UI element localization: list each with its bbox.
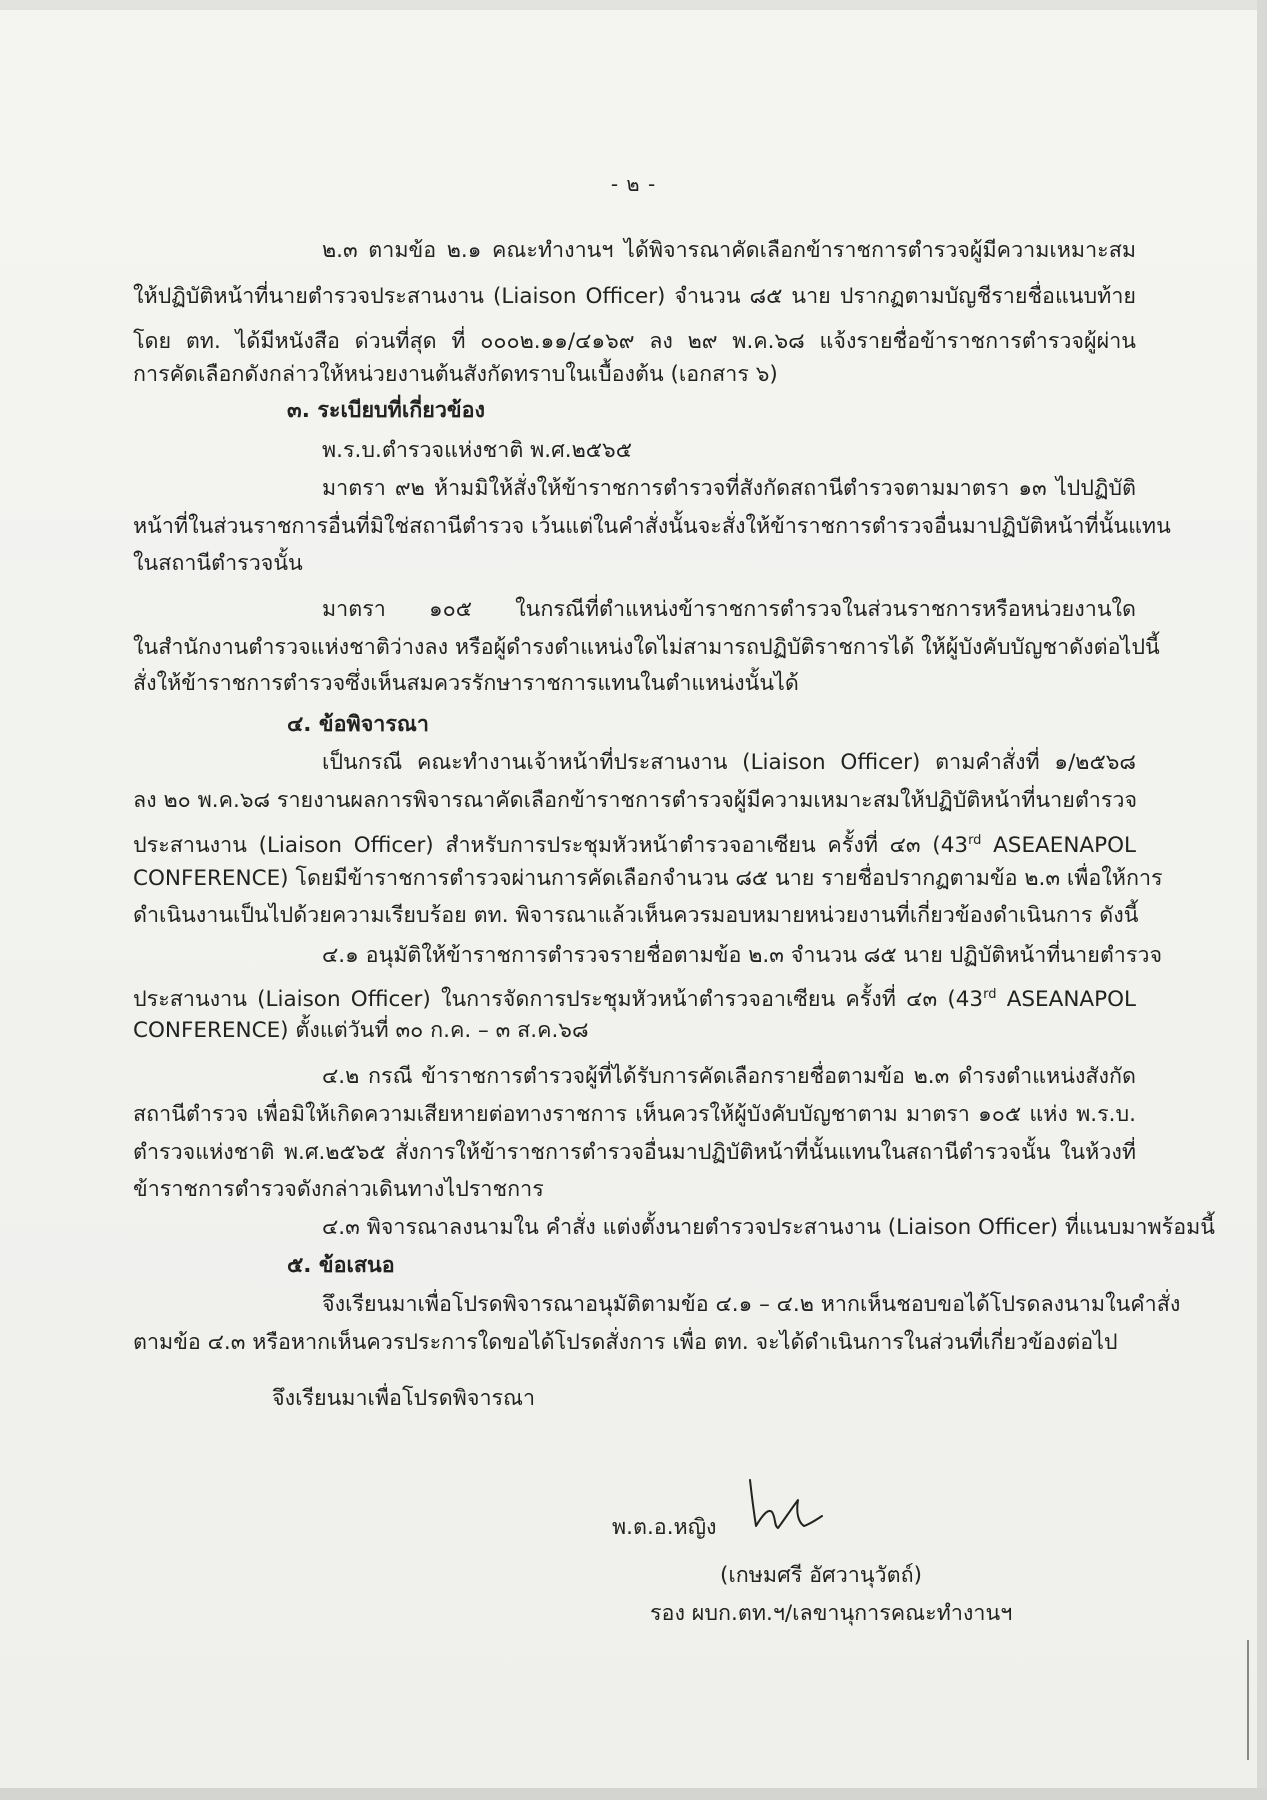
- section-5-line-2: ตามข้อ ๔.๓ หรือหากเห็นควรประการใดขอได้โปรดสั่งการ เพื่อ ตท. จะได้ดำเนินการในส่วนที่เกี่ยวข้องต่อไป: [133, 1330, 1118, 1355]
- signatory-title: รอง ผบก.ตท.ฯ/เลขานุการคณะทำงานฯ: [650, 1601, 1013, 1626]
- section-92-line-1: มาตรา ๙๒ ห้ามมิให้สั่งให้ข้าราชการตำรวจที่สังกัดสถานีตำรวจตามมาตรา ๑๓ ไปปฏิบัติ: [322, 476, 1136, 501]
- item-4-1-line-3: CONFERENCE) ตั้งแต่วันที่ ๓๐ ก.ค. – ๓ ส.ค.๖๘: [133, 1018, 589, 1043]
- act-title: พ.ร.บ.ตำรวจแห่งชาติ พ.ศ.๒๕๖๕: [322, 438, 632, 463]
- scan-mark: [1247, 1640, 1249, 1760]
- para-2-3-line-3: โดย ตท. ได้มีหนังสือ ด่วนที่สุด ที่ ๐๐๐๒.๑๑/๔๑๖๙ ลง ๒๙ พ.ค.๖๘ แจ้งรายชื่อข้าราชการตำรวจผู้ผ่าน: [133, 329, 1136, 354]
- closing-line: จึงเรียนมาเพื่อโปรดพิจารณา: [272, 1386, 536, 1411]
- section-4-line-2: ลง ๒๐ พ.ค.๖๘ รายงานผลการพิจารณาคัดเลือกข้าราชการตำรวจผู้มีความเหมาะสมให้ปฏิบัติหน้าที่นายตำรวจ: [133, 788, 1138, 813]
- section-92-line-3: ในสถานีตำรวจนั้น: [133, 551, 303, 576]
- section-105-line-3: สั่งให้ข้าราชการตำรวจซึ่งเห็นสมควรรักษาราชการแทนในตำแหน่งนั้นได้: [133, 671, 799, 696]
- item-4-1-line-2: ประสานงาน (Liaison Officer) ในการจัดการประชุมหัวหน้าตำรวจอาเซียน ครั้งที่ ๔๓ (43rd ASEANAPOL: [133, 987, 1136, 1013]
- item-4-2-line-3: ตำรวจแห่งชาติ พ.ศ.๒๕๖๕ สั่งการให้ข้าราชการตำรวจอื่นมาปฏิบัติหน้าที่นั้นแทนในสถานีตำรวจนั้น ในห้วงที่: [133, 1140, 1136, 1165]
- section-5-heading: ๕. ข้อเสนอ: [287, 1253, 395, 1278]
- section-105-line-1: มาตรา ๑๐๕ ในกรณีที่ตำแหน่งข้าราชการตำรวจในส่วนราชการหรือหน่วยงานใด: [322, 597, 1136, 622]
- section-4-line-5: ดำเนินงานเป็นไปด้วยความเรียบร้อย ตท. พิจารณาแล้วเห็นควรมอบหมายหน่วยงานที่เกี่ยวข้องดำเนินการ ดังนี้: [133, 903, 1139, 928]
- page-number: - ๒ -: [610, 172, 657, 196]
- item-4-2-line-2: สถานีตำรวจ เพื่อมิให้เกิดความเสียหายต่อทางราชการ เห็นควรให้ผู้บังคับบัญชาตาม มาตรา ๑๐๕ แห่ง พ.ร.บ.: [133, 1102, 1136, 1127]
- section-105-line-2: ในสำนักงานตำรวจแห่งชาติว่างลง หรือผู้ดำรงตำแหน่งใดไม่สามารถปฏิบัติราชการได้ ให้ผู้บังคับบัญชาดังต่อไปนี้: [133, 635, 1160, 660]
- handwritten-signature: [740, 1468, 830, 1542]
- scan-edge-right: [1257, 0, 1267, 1800]
- item-4-1-line-1: ๔.๑ อนุมัติให้ข้าราชการตำรวจรายชื่อตามข้อ ๒.๓ จำนวน ๘๕ นาย ปฏิบัติหน้าที่นายตำรวจ: [322, 943, 1163, 968]
- section-3-heading: ๓. ระเบียบที่เกี่ยวข้อง: [287, 398, 486, 423]
- section-4-line-1: เป็นกรณี คณะทำงานเจ้าหน้าที่ประสานงาน (Liaison Officer) ตามคำสั่งที่ ๑/๒๕๖๘: [322, 750, 1136, 775]
- signatory-rank: พ.ต.อ.หญิง: [612, 1515, 717, 1540]
- section-92-line-2: หน้าที่ในส่วนราชการอื่นที่มิใช่สถานีตำรวจ เว้นแต่ในคำสั่งนั้นจะสั่งให้ข้าราชการตำรวจอื่นมาปฏิบัติหน้าที่นั้นแทน: [133, 514, 1171, 539]
- ordinal-suffix: rd: [983, 987, 997, 1002]
- para-2-3-line-1: ๒.๓ ตามข้อ ๒.๑ คณะทำงานฯ ได้พิจารณาคัดเลือกข้าราชการตำรวจผู้มีความเหมาะสม: [322, 238, 1136, 263]
- section-5-line-1: จึงเรียนมาเพื่อโปรดพิจารณาอนุมัติตามข้อ ๔.๑ – ๔.๒ หากเห็นชอบขอได้โปรดลงนามในคำสั่ง: [322, 1292, 1181, 1317]
- scan-edge-bottom: [0, 1788, 1267, 1800]
- section-4-line-4: CONFERENCE) โดยมีข้าราชการตำรวจผ่านการคัดเลือกจำนวน ๘๕ นาย รายชื่อปรากฏตามข้อ ๒.๓ เพื่อให้การ: [133, 866, 1163, 891]
- item-4-2-line-4: ข้าราชการตำรวจดังกล่าวเดินทางไปราชการ: [133, 1177, 544, 1202]
- ordinal-suffix: rd: [968, 833, 982, 848]
- section-4-heading: ๔. ข้อพิจารณา: [287, 712, 429, 737]
- item-4-3: ๔.๓ พิจารณาลงนามใน คำสั่ง แต่งตั้งนายตำรวจประสานงาน (Liaison Officer) ที่แนบมาพร้อมนี้: [322, 1215, 1215, 1240]
- scan-edge-top: [0, 0, 1267, 10]
- signatory-name: (เกษมศรี อัศวานุวัตถ์): [720, 1563, 922, 1588]
- para-2-3-line-4: การคัดเลือกดังกล่าวให้หน่วยงานต้นสังกัดทราบในเบื้องต้น (เอกสาร ๖): [133, 362, 778, 387]
- para-2-3-line-2: ให้ปฏิบัติหน้าที่นายตำรวจประสานงาน (Liaison Officer) จำนวน ๘๕ นาย ปรากฏตามบัญชีรายชื่อแนบท้าย: [133, 284, 1136, 309]
- section-4-line-3: ประสานงาน (Liaison Officer) สำหรับการประชุมหัวหน้าตำรวจอาเซียน ครั้งที่ ๔๓ (43rd ASEAENAPOL: [133, 833, 1136, 859]
- item-4-2-line-1: ๔.๒ กรณี ข้าราชการตำรวจผู้ที่ได้รับการคัดเลือกรายชื่อตามข้อ ๒.๓ ดำรงตำแหน่งสังกัด: [322, 1064, 1136, 1089]
